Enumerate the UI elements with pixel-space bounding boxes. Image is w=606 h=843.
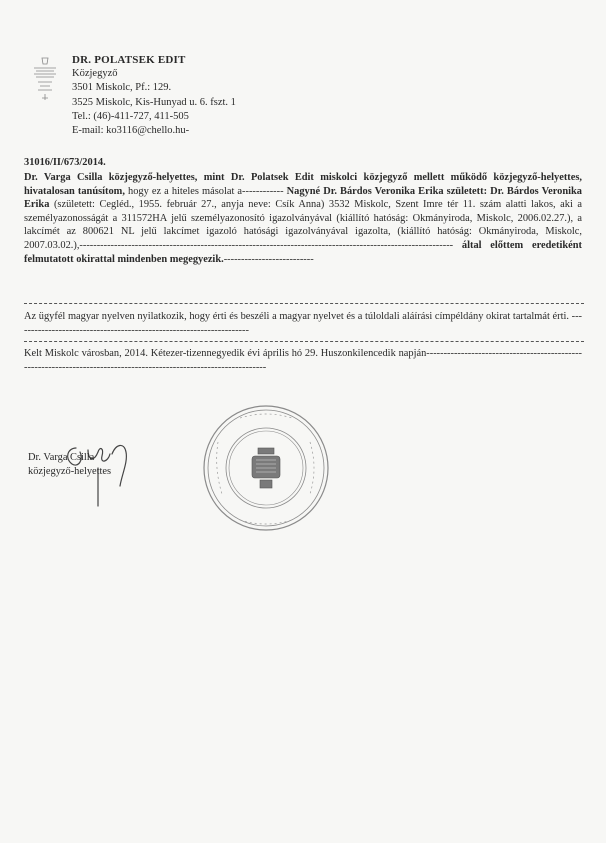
client-name: Nagyné Dr. Bárdos Veronika Erika született: Dr. Bárdos Veronika Erika — [24, 185, 582, 211]
signer-role: közjegyző-helyettes — [28, 465, 112, 477]
certification-paragraph — [24, 171, 582, 266]
date-paragraph: Kelt Miskolc városban, 2014. Kétezer-tizennegyedik évi április hó 29. Huszonkilencedik napján------------------------------------------------------------------------------------------------------------------- — [24, 348, 582, 373]
coat-of-arms-icon — [28, 52, 62, 110]
divider — [24, 303, 584, 304]
signature-caption — [28, 451, 111, 478]
certification-text-c: -------------------------- — [223, 253, 314, 265]
language-paragraph: Az ügyfél magyar nyelven nyilatkozik, hogy érti és beszéli a magyar nyelvet és a túloldali aláírási címpéldány okirat tartalmát érti. -------------------------------------------------------------------- — [24, 311, 582, 336]
certification-text-a: hogy ez a hiteles másolat a------------ — [124, 185, 284, 197]
po-box: 3501 Miskolc, Pf.: 129. — [72, 82, 172, 94]
office-address: 3525 Miskolc, Kis-Hunyad u. 6. fszt. 1 — [72, 96, 236, 108]
notary-title: Közjegyző — [72, 68, 118, 80]
letterhead — [72, 53, 236, 138]
email: E-mail: ko3116@chello.hu- — [72, 125, 190, 137]
official-seal — [200, 402, 332, 534]
notary-name: DR. POLATSEK EDIT — [72, 54, 186, 66]
phone: Tel.: (46)-411-727, 411-505 — [72, 110, 189, 122]
reference-number: 31016/II/673/2014. — [24, 157, 106, 168]
certifier-statement: Dr. Varga Csilla közjegyző-helyettes, mint Dr. Polatsek Edit miskolci közjegyző mellett működő közjegyző-helyettes, hivatalosan tanúsítom, — [24, 172, 582, 197]
signer-name: Dr. Varga Csilla — [28, 452, 95, 463]
client-details: (született: Cegléd., 1955. február 27., anyja neve: Csík Anna) 3532 Miskolc, Szent Imre tér 11. szám alatti lakos, aki a személyazonosságát a 311572HA jelű személyazonosító igazolványával (kiállító hatóság: Okmányiroda, Miskolc, 2006.02.27.), a lakcímét az 800621 NL jelű lakcímet igazoló hatósági igazolványával igazolta, (kiállító hatóság: Okmányiroda, Miskolc, 2007.03.02.),------------------------------------------------------------------------------------------------------------ — [24, 199, 582, 251]
divider — [24, 341, 584, 342]
matching-statement: által előttem eredetiként felmutatott okirattal mindenben megegyezik. — [24, 239, 582, 265]
